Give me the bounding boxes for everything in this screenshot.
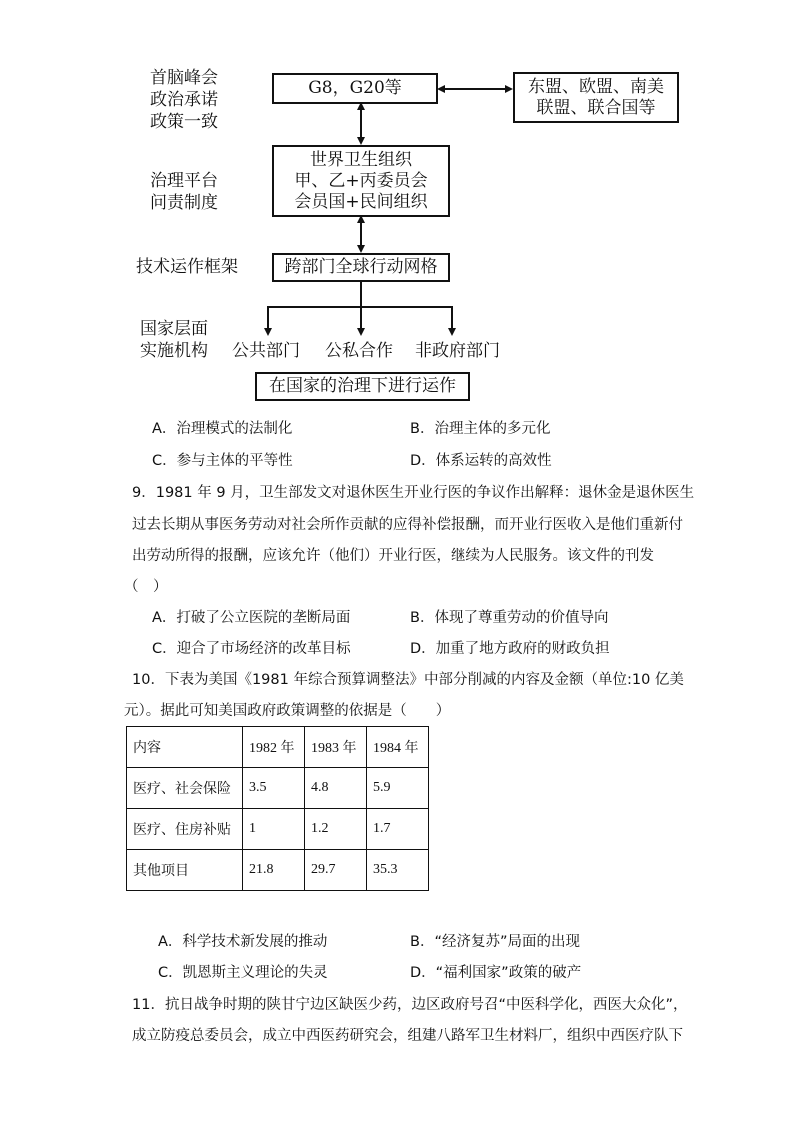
label-national-line: 国家层面 <box>140 319 208 339</box>
box-asean <box>513 72 679 123</box>
table-header-row <box>127 727 429 768</box>
q9-line: 过去长期从事医务劳动对社会所作贡献的应得补偿报酬，而开业行医收入是他们重新付 <box>132 517 683 533</box>
box-who <box>272 145 450 217</box>
table-header-cell: 内容 <box>127 727 243 768</box>
table-cell: 1.2 <box>305 809 367 850</box>
q9-line: 9．1981 年 9 月，卫生部发文对退休医生开业行医的争议作出解释：退休金是退休医生 <box>132 485 695 501</box>
q9-option-a: A．打破了公立医院的垄断局面 <box>152 610 351 626</box>
q8-option-b: B．治理主体的多元化 <box>410 421 551 437</box>
table-cell: 29.7 <box>305 850 367 891</box>
q9-line: 出劳动所得的报酬，应该允许（他们）开业行医，继续为人民服务。该文件的刊发 <box>132 548 654 564</box>
q10-line: 元）。据此可知美国政府政策调整的依据是（ ） <box>124 703 451 719</box>
q11-line: 11．抗日战争时期的陕甘宁边区缺医少药，边区政府号召“中医科学化，西医大众化”， <box>132 997 688 1013</box>
table-header-cell: 1984 年 <box>367 727 429 768</box>
label-platform-line: 问责制度 <box>150 193 218 213</box>
label-platform-line: 治理平台 <box>150 171 218 191</box>
q10-option-b: B．“经济复苏”局面的出现 <box>410 934 580 950</box>
branch-public: 公共部门 <box>232 341 300 361</box>
label-platform <box>150 170 218 214</box>
table-cell: 21.8 <box>243 850 305 891</box>
box-who-line: 世界卫生组织 <box>310 149 412 170</box>
label-summit <box>150 67 218 133</box>
label-national <box>140 318 208 362</box>
q9-option-d: D．加重了地方政府的财政负担 <box>410 641 610 657</box>
box-who-line: 会员国+民间组织 <box>294 191 428 212</box>
table-cell: 1.7 <box>367 809 429 850</box>
table-cell: 5.9 <box>367 768 429 809</box>
table-cell: 1 <box>243 809 305 850</box>
table-row <box>127 768 429 809</box>
branch-ngo: 非政府部门 <box>415 341 500 361</box>
label-summit-line: 政治承诺 <box>150 90 218 110</box>
label-summit-line: 政策一致 <box>150 112 218 132</box>
q10-option-a: A．科学技术新发展的推动 <box>158 934 328 950</box>
table-cell: 医疗、住房补贴 <box>127 809 243 850</box>
table-cell: 3.5 <box>243 768 305 809</box>
branch-ppp: 公私合作 <box>325 341 393 361</box>
table-header-cell: 1983 年 <box>305 727 367 768</box>
box-network: 跨部门全球行动网格 <box>272 253 450 282</box>
label-framework: 技术运作框架 <box>136 257 238 277</box>
q10-option-d: D．“福利国家”政策的破产 <box>410 965 582 981</box>
table-cell: 4.8 <box>305 768 367 809</box>
box-who-line: 甲、乙+丙委员会 <box>294 170 428 191</box>
q8-option-d: D．体系运转的高效性 <box>410 453 552 469</box>
q10-line: 10．下表为美国《1981 年综合预算调整法》中部分削减的内容及金额（单位:10 亿美 <box>132 672 684 688</box>
table-row <box>127 850 429 891</box>
table-cell: 其他项目 <box>127 850 243 891</box>
table-cell: 医疗、社会保险 <box>127 768 243 809</box>
label-summit-line: 首脑峰会 <box>150 68 218 88</box>
q8-option-a: A．治理模式的法制化 <box>152 421 293 437</box>
budget-table <box>126 726 429 891</box>
box-g8: G8，G20等 <box>272 73 438 104</box>
table-cell: 35.3 <box>367 850 429 891</box>
table-row <box>127 809 429 850</box>
q9-answer-blank: （ ） <box>124 579 168 595</box>
q10-option-c: C．凯恩斯主义理论的失灵 <box>158 965 328 981</box>
q8-option-c: C．参与主体的平等性 <box>152 453 293 469</box>
box-asean-line: 东盟、欧盟、南美 <box>528 76 664 97</box>
table-header-cell: 1982 年 <box>243 727 305 768</box>
box-asean-line: 联盟、联合国等 <box>536 97 656 118</box>
box-operate: 在国家的治理下进行运作 <box>255 372 470 401</box>
label-national-line: 实施机构 <box>140 341 208 361</box>
q9-option-b: B．体现了尊重劳动的价值导向 <box>410 610 609 626</box>
q9-option-c: C．迎合了市场经济的改革目标 <box>152 641 351 657</box>
q11-line: 成立防疫总委员会，成立中西医药研究会，组建八路军卫生材料厂，组织中西医疗队下 <box>132 1028 683 1044</box>
